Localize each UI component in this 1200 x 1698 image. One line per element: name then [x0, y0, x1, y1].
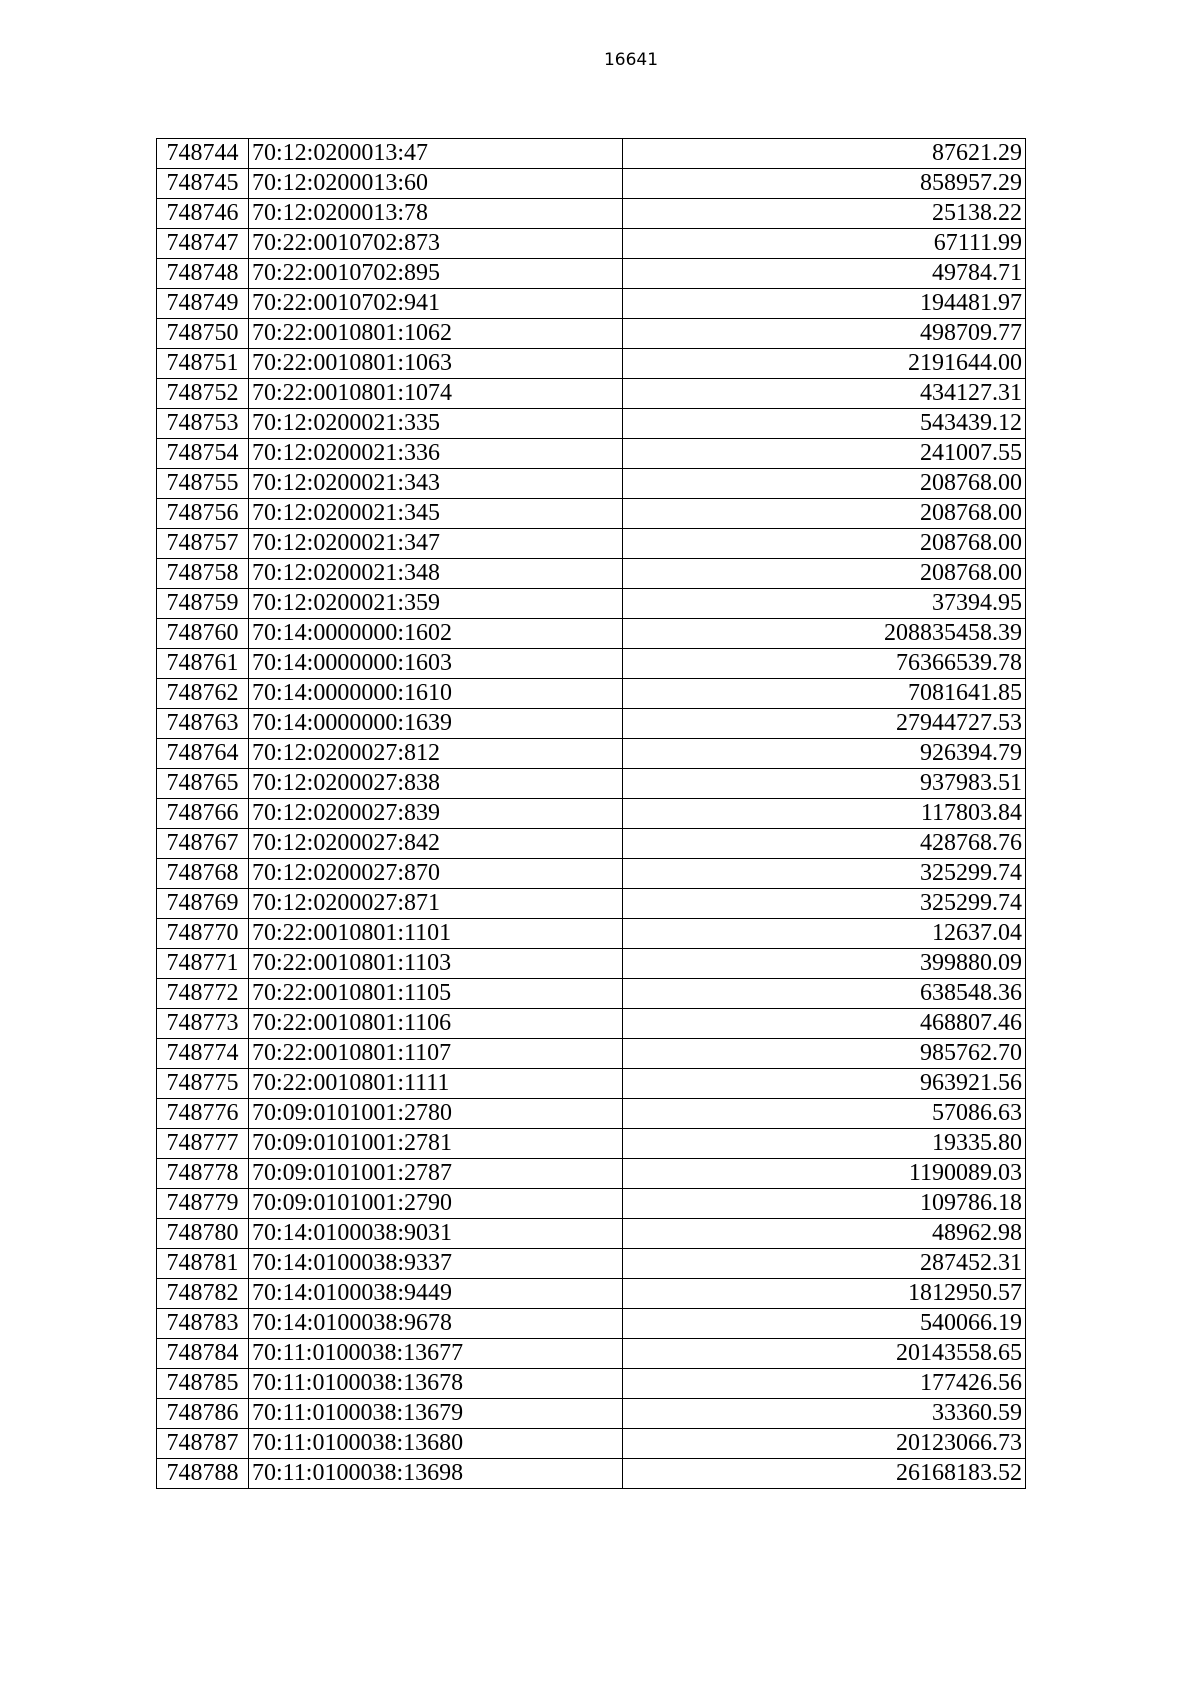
value-cell: 241007.55 [623, 439, 1026, 469]
cadastral-number-cell: 70:11:0100038:13680 [249, 1429, 623, 1459]
row-number-cell: 748764 [157, 739, 249, 769]
value-cell: 985762.70 [623, 1039, 1026, 1069]
value-cell: 468807.46 [623, 1009, 1026, 1039]
row-number-cell: 748770 [157, 919, 249, 949]
table-row [157, 439, 1026, 469]
row-number-cell: 748748 [157, 259, 249, 289]
value-cell: 858957.29 [623, 169, 1026, 199]
row-number-cell: 748756 [157, 499, 249, 529]
value-cell: 399880.09 [623, 949, 1026, 979]
cadastral-number-cell: 70:12:0200013:78 [249, 199, 623, 229]
value-cell: 325299.74 [623, 889, 1026, 919]
cadastral-number-cell: 70:12:0200013:47 [249, 139, 623, 169]
row-number-cell: 748758 [157, 559, 249, 589]
value-cell: 1190089.03 [623, 1159, 1026, 1189]
row-number-cell: 748785 [157, 1369, 249, 1399]
row-number-cell: 748767 [157, 829, 249, 859]
cadastral-number-cell: 70:11:0100038:13679 [249, 1399, 623, 1429]
table-row [157, 1369, 1026, 1399]
table-row [157, 349, 1026, 379]
table-row [157, 859, 1026, 889]
table-row [157, 1249, 1026, 1279]
row-number-cell: 748763 [157, 709, 249, 739]
table-row [157, 379, 1026, 409]
value-cell: 109786.18 [623, 1189, 1026, 1219]
row-number-cell: 748757 [157, 529, 249, 559]
cadastral-number-cell: 70:12:0200021:359 [249, 589, 623, 619]
table-row [157, 949, 1026, 979]
table-row [157, 199, 1026, 229]
cadastral-number-cell: 70:14:0000000:1639 [249, 709, 623, 739]
row-number-cell: 748787 [157, 1429, 249, 1459]
table-row [157, 1459, 1026, 1489]
row-number-cell: 748779 [157, 1189, 249, 1219]
row-number-cell: 748745 [157, 169, 249, 199]
table-row [157, 1399, 1026, 1429]
value-cell: 963921.56 [623, 1069, 1026, 1099]
table-row [157, 559, 1026, 589]
row-number-cell: 748778 [157, 1159, 249, 1189]
value-cell: 498709.77 [623, 319, 1026, 349]
value-cell: 26168183.52 [623, 1459, 1026, 1489]
value-cell: 48962.98 [623, 1219, 1026, 1249]
value-cell: 540066.19 [623, 1309, 1026, 1339]
value-cell: 57086.63 [623, 1099, 1026, 1129]
row-number-cell: 748761 [157, 649, 249, 679]
cadastral-number-cell: 70:14:0100038:9337 [249, 1249, 623, 1279]
table-row [157, 889, 1026, 919]
value-cell: 117803.84 [623, 799, 1026, 829]
cadastral-number-cell: 70:09:0101001:2790 [249, 1189, 623, 1219]
cadastral-number-cell: 70:12:0200027:870 [249, 859, 623, 889]
row-number-cell: 748777 [157, 1129, 249, 1159]
row-number-cell: 748754 [157, 439, 249, 469]
value-cell: 208768.00 [623, 469, 1026, 499]
cadastral-number-cell: 70:11:0100038:13678 [249, 1369, 623, 1399]
table-row [157, 649, 1026, 679]
row-number-cell: 748775 [157, 1069, 249, 1099]
cadastral-number-cell: 70:11:0100038:13698 [249, 1459, 623, 1489]
cadastral-number-cell: 70:14:0100038:9678 [249, 1309, 623, 1339]
value-cell: 2191644.00 [623, 349, 1026, 379]
cadastral-number-cell: 70:14:0000000:1610 [249, 679, 623, 709]
table-row [157, 229, 1026, 259]
cadastral-number-cell: 70:22:0010801:1105 [249, 979, 623, 1009]
table-row [157, 1009, 1026, 1039]
table-row [157, 1159, 1026, 1189]
table-row [157, 259, 1026, 289]
value-cell: 194481.97 [623, 289, 1026, 319]
row-number-cell: 748755 [157, 469, 249, 499]
cadastral-number-cell: 70:09:0101001:2787 [249, 1159, 623, 1189]
value-cell: 208835458.39 [623, 619, 1026, 649]
table-row [157, 979, 1026, 1009]
table-row [157, 619, 1026, 649]
row-number-cell: 748772 [157, 979, 249, 1009]
row-number-cell: 748769 [157, 889, 249, 919]
table-row [157, 769, 1026, 799]
table-row [157, 1069, 1026, 1099]
value-cell: 19335.80 [623, 1129, 1026, 1159]
cadastral-number-cell: 70:12:0200021:345 [249, 499, 623, 529]
value-cell: 37394.95 [623, 589, 1026, 619]
value-cell: 325299.74 [623, 859, 1026, 889]
cadastral-number-cell: 70:12:0200027:838 [249, 769, 623, 799]
table-row [157, 139, 1026, 169]
cadastral-number-cell: 70:12:0200021:343 [249, 469, 623, 499]
value-cell: 208768.00 [623, 529, 1026, 559]
row-number-cell: 748783 [157, 1309, 249, 1339]
table-row [157, 1309, 1026, 1339]
table-row [157, 469, 1026, 499]
cadastral-number-cell: 70:12:0200027:812 [249, 739, 623, 769]
cadastral-number-cell: 70:22:0010702:895 [249, 259, 623, 289]
row-number-cell: 748747 [157, 229, 249, 259]
row-number-cell: 748759 [157, 589, 249, 619]
cadastral-number-cell: 70:09:0101001:2781 [249, 1129, 623, 1159]
value-cell: 177426.56 [623, 1369, 1026, 1399]
cadastral-value-table [156, 138, 1026, 1489]
table-row [157, 499, 1026, 529]
table-row [157, 409, 1026, 439]
table-row [157, 589, 1026, 619]
table-row [157, 1189, 1026, 1219]
value-cell: 434127.31 [623, 379, 1026, 409]
cadastral-number-cell: 70:22:0010702:873 [249, 229, 623, 259]
value-cell: 287452.31 [623, 1249, 1026, 1279]
value-cell: 67111.99 [623, 229, 1026, 259]
cadastral-number-cell: 70:12:0200021:347 [249, 529, 623, 559]
row-number-cell: 748781 [157, 1249, 249, 1279]
table-row [157, 529, 1026, 559]
table-row [157, 1279, 1026, 1309]
table-row [157, 919, 1026, 949]
row-number-cell: 748776 [157, 1099, 249, 1129]
row-number-cell: 748774 [157, 1039, 249, 1069]
cadastral-number-cell: 70:22:0010801:1111 [249, 1069, 623, 1099]
page-number: 16641 [603, 50, 659, 70]
cadastral-number-cell: 70:22:0010801:1107 [249, 1039, 623, 1069]
row-number-cell: 748766 [157, 799, 249, 829]
value-cell: 208768.00 [623, 499, 1026, 529]
cadastral-number-cell: 70:14:0100038:9449 [249, 1279, 623, 1309]
cadastral-number-cell: 70:14:0100038:9031 [249, 1219, 623, 1249]
table-row [157, 709, 1026, 739]
table-row [157, 1129, 1026, 1159]
value-cell: 1812950.57 [623, 1279, 1026, 1309]
value-cell: 208768.00 [623, 559, 1026, 589]
table-row [157, 679, 1026, 709]
cadastral-number-cell: 70:12:0200013:60 [249, 169, 623, 199]
cadastral-number-cell: 70:12:0200027:839 [249, 799, 623, 829]
cadastral-number-cell: 70:22:0010801:1062 [249, 319, 623, 349]
value-cell: 926394.79 [623, 739, 1026, 769]
row-number-cell: 748786 [157, 1399, 249, 1429]
row-number-cell: 748746 [157, 199, 249, 229]
value-cell: 76366539.78 [623, 649, 1026, 679]
table-row [157, 799, 1026, 829]
table-row [157, 169, 1026, 199]
value-cell: 937983.51 [623, 769, 1026, 799]
row-number-cell: 748773 [157, 1009, 249, 1039]
table-row [157, 1099, 1026, 1129]
cadastral-number-cell: 70:22:0010801:1063 [249, 349, 623, 379]
value-cell: 33360.59 [623, 1399, 1026, 1429]
row-number-cell: 748765 [157, 769, 249, 799]
row-number-cell: 748771 [157, 949, 249, 979]
row-number-cell: 748760 [157, 619, 249, 649]
table-row [157, 1339, 1026, 1369]
cadastral-number-cell: 70:14:0000000:1603 [249, 649, 623, 679]
cadastral-number-cell: 70:09:0101001:2780 [249, 1099, 623, 1129]
row-number-cell: 748744 [157, 139, 249, 169]
table-body [157, 139, 1026, 1489]
table-row [157, 1039, 1026, 1069]
value-cell: 20123066.73 [623, 1429, 1026, 1459]
cadastral-number-cell: 70:11:0100038:13677 [249, 1339, 623, 1369]
row-number-cell: 748762 [157, 679, 249, 709]
value-cell: 638548.36 [623, 979, 1026, 1009]
value-cell: 12637.04 [623, 919, 1026, 949]
value-cell: 27944727.53 [623, 709, 1026, 739]
row-number-cell: 748782 [157, 1279, 249, 1309]
table-row [157, 319, 1026, 349]
row-number-cell: 748788 [157, 1459, 249, 1489]
cadastral-number-cell: 70:14:0000000:1602 [249, 619, 623, 649]
row-number-cell: 748750 [157, 319, 249, 349]
value-cell: 20143558.65 [623, 1339, 1026, 1369]
row-number-cell: 748780 [157, 1219, 249, 1249]
value-cell: 543439.12 [623, 409, 1026, 439]
cadastral-number-cell: 70:12:0200027:871 [249, 889, 623, 919]
table-row [157, 1219, 1026, 1249]
cadastral-number-cell: 70:22:0010801:1106 [249, 1009, 623, 1039]
table-row [157, 829, 1026, 859]
cadastral-number-cell: 70:22:0010801:1074 [249, 379, 623, 409]
cadastral-number-cell: 70:12:0200021:348 [249, 559, 623, 589]
cadastral-number-cell: 70:12:0200021:336 [249, 439, 623, 469]
cadastral-number-cell: 70:22:0010702:941 [249, 289, 623, 319]
value-cell: 87621.29 [623, 139, 1026, 169]
cadastral-number-cell: 70:12:0200027:842 [249, 829, 623, 859]
value-cell: 7081641.85 [623, 679, 1026, 709]
cadastral-number-cell: 70:22:0010801:1101 [249, 919, 623, 949]
row-number-cell: 748751 [157, 349, 249, 379]
cadastral-number-cell: 70:12:0200021:335 [249, 409, 623, 439]
row-number-cell: 748784 [157, 1339, 249, 1369]
value-cell: 25138.22 [623, 199, 1026, 229]
table-row [157, 739, 1026, 769]
row-number-cell: 748752 [157, 379, 249, 409]
table-row [157, 289, 1026, 319]
row-number-cell: 748768 [157, 859, 249, 889]
row-number-cell: 748749 [157, 289, 249, 319]
cadastral-number-cell: 70:22:0010801:1103 [249, 949, 623, 979]
row-number-cell: 748753 [157, 409, 249, 439]
value-cell: 49784.71 [623, 259, 1026, 289]
value-cell: 428768.76 [623, 829, 1026, 859]
table-row [157, 1429, 1026, 1459]
